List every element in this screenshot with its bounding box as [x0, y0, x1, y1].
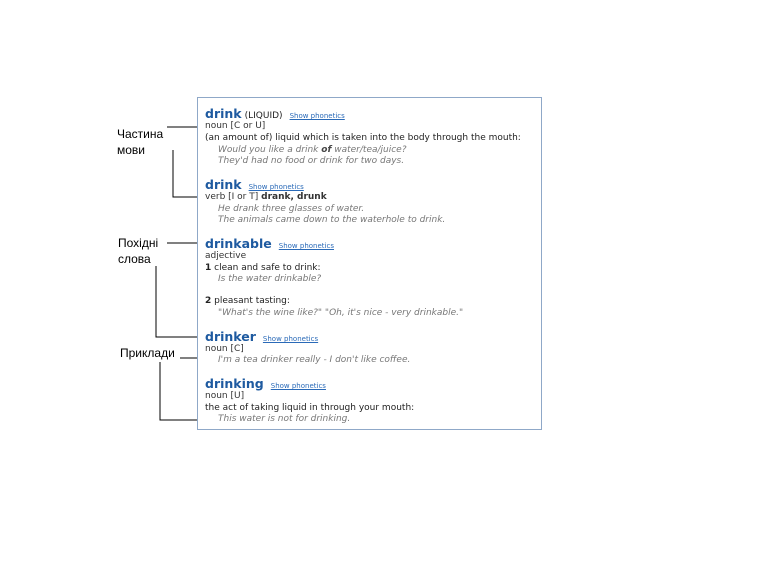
- definition: the act of taking liquid in through your mouth:: [205, 403, 415, 413]
- example-sentence: [218, 145, 407, 156]
- show-phonetics-link[interactable]: Show phonetics: [278, 242, 334, 250]
- sense-text: pleasant tasting:: [214, 296, 290, 306]
- grammar-label: [205, 192, 327, 203]
- sense-definition: [205, 296, 290, 307]
- sense-text: clean and safe to drink:: [214, 263, 321, 273]
- example-text-part: Would you like a drink: [218, 145, 322, 155]
- label-part-of-speech-1: Частина: [117, 127, 164, 141]
- headword: drinking: [205, 376, 264, 391]
- example-sentence: "What's the wine like?" "Oh, it's nice - very drinkable.": [218, 308, 464, 318]
- sense-number: 1: [205, 263, 212, 273]
- example-text-part: water/tea/juice?: [331, 145, 407, 155]
- grammar-label: noun [C or U]: [205, 121, 266, 131]
- sense-definition: [205, 263, 321, 274]
- headword: drinkable: [205, 236, 272, 251]
- headword: drink: [205, 106, 242, 121]
- grammar-label: noun [C]: [205, 344, 244, 354]
- example-sentence: This water is not for drinking.: [218, 414, 351, 424]
- example-sentence: The animals came down to the waterhole to drink.: [218, 215, 446, 225]
- definition: (an amount of) liquid which is taken into the body through the mouth:: [205, 133, 521, 143]
- example-sentence: Is the water drinkable?: [218, 274, 322, 284]
- show-phonetics-link[interactable]: Show phonetics: [262, 335, 319, 343]
- grammar-label: noun [U]: [205, 391, 245, 401]
- headword: drinker: [205, 329, 256, 344]
- label-derived-words-2: слова: [118, 252, 151, 266]
- label-examples: Приклади: [120, 346, 175, 360]
- grammar-text: verb [I or T]: [205, 192, 259, 202]
- example-sentence: I'm a tea drinker really - I don't like coffee.: [218, 355, 411, 365]
- show-phonetics-link[interactable]: Show phonetics: [248, 183, 304, 191]
- label-derived-words-1: Похідні: [118, 236, 159, 250]
- headword: drink: [205, 177, 242, 192]
- example-sentence: He drank three glasses of water.: [218, 204, 365, 214]
- grammar-label: adjective: [205, 251, 247, 261]
- sense-number: 2: [205, 296, 212, 306]
- verb-forms: drank, drunk: [261, 192, 327, 202]
- sense-label: (LIQUID): [244, 111, 283, 121]
- example-sentence: They'd had no food or drink for two days.: [218, 156, 405, 166]
- show-phonetics-link[interactable]: Show phonetics: [270, 382, 326, 390]
- show-phonetics-link[interactable]: Show phonetics: [289, 112, 345, 120]
- label-part-of-speech-2: мови: [117, 143, 146, 157]
- example-bold-word: of: [321, 145, 332, 155]
